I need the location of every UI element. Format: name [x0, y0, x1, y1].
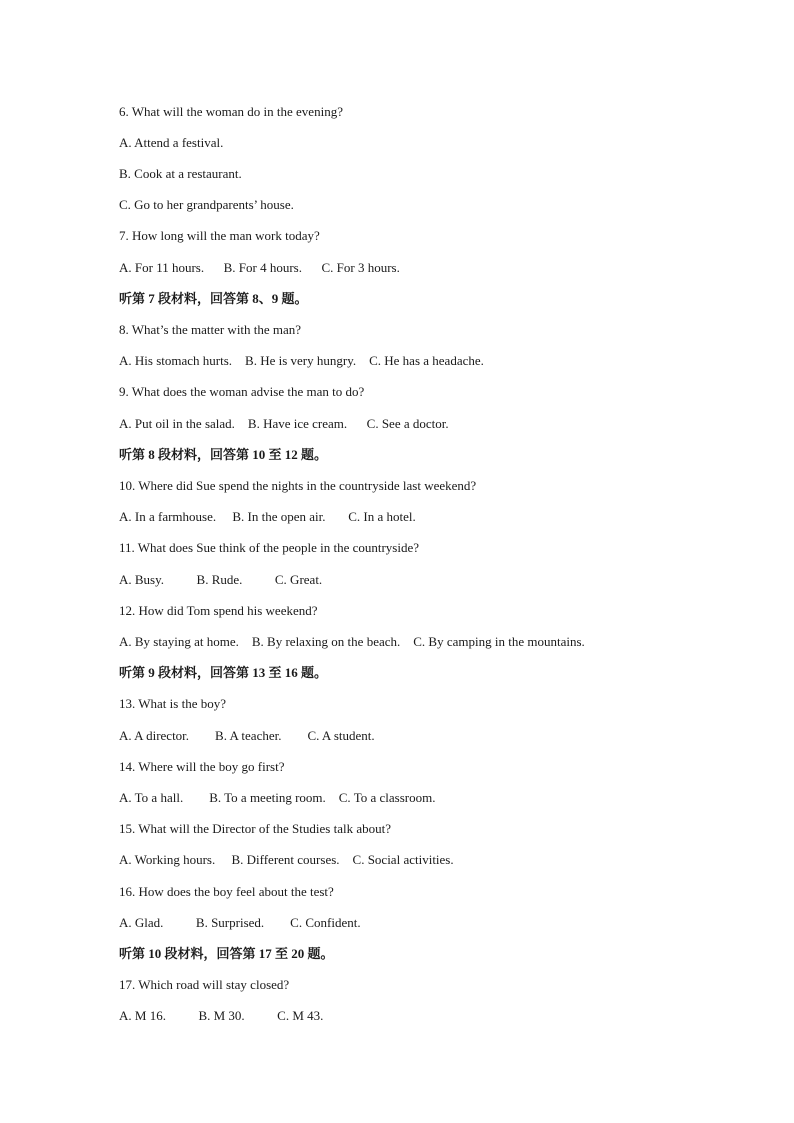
option-line: C. Go to her grandparents’ house. [119, 197, 294, 212]
options-line: A. His stomach hurts. B. He is very hungry. C. He has a headache. [119, 353, 484, 368]
options-line: A. Working hours. B. Different courses. C. Social activities. [119, 852, 454, 867]
section-heading: 听第 7 段材料，回答第 8、9 题。 [119, 291, 308, 306]
section-heading: 听第 8 段材料，回答第 10 至 12 题。 [119, 447, 328, 462]
options-line: A. A director. B. A teacher. C. A student. [119, 728, 375, 743]
question-14: 14. Where will the boy go first? [119, 759, 285, 774]
options-line: A. Put oil in the salad. B. Have ice cream. C. See a doctor. [119, 416, 449, 431]
options-line: A. By staying at home. B. By relaxing on the beach. C. By camping in the mountains. [119, 634, 585, 649]
section-heading: 听第 10 段材料，回答第 17 至 20 题。 [119, 946, 334, 961]
question-16: 16. How does the boy feel about the test? [119, 884, 334, 899]
question-9: 9. What does the woman advise the man to do? [119, 384, 365, 399]
option-line: B. Cook at a restaurant. [119, 166, 242, 181]
options-line: A. In a farmhouse. B. In the open air. C. In a hotel. [119, 509, 416, 524]
option-line: A. Attend a festival. [119, 135, 224, 150]
question-6: 6. What will the woman do in the evening? [119, 104, 343, 119]
question-13: 13. What is the boy? [119, 696, 226, 711]
question-7: 7. How long will the man work today? [119, 228, 320, 243]
section-heading: 听第 9 段材料，回答第 13 至 16 题。 [119, 665, 328, 680]
question-8: 8. What’s the matter with the man? [119, 322, 302, 337]
options-line: A. To a hall. B. To a meeting room. C. To a classroom. [119, 790, 436, 805]
question-10: 10. Where did Sue spend the nights in the countryside last weekend? [119, 478, 477, 493]
options-line: A. Glad. B. Surprised. C. Confident. [119, 915, 361, 930]
question-15: 15. What will the Director of the Studies talk about? [119, 821, 391, 836]
question-11: 11. What does Sue think of the people in the countryside? [119, 540, 420, 555]
options-line: A. M 16. B. M 30. C. M 43. [119, 1008, 324, 1023]
options-line: A. Busy. B. Rude. C. Great. [119, 572, 323, 587]
question-17: 17. Which road will stay closed? [119, 977, 290, 992]
question-12: 12. How did Tom spend his weekend? [119, 603, 318, 618]
options-line: A. For 11 hours. B. For 4 hours. C. For 3 hours. [119, 260, 400, 275]
